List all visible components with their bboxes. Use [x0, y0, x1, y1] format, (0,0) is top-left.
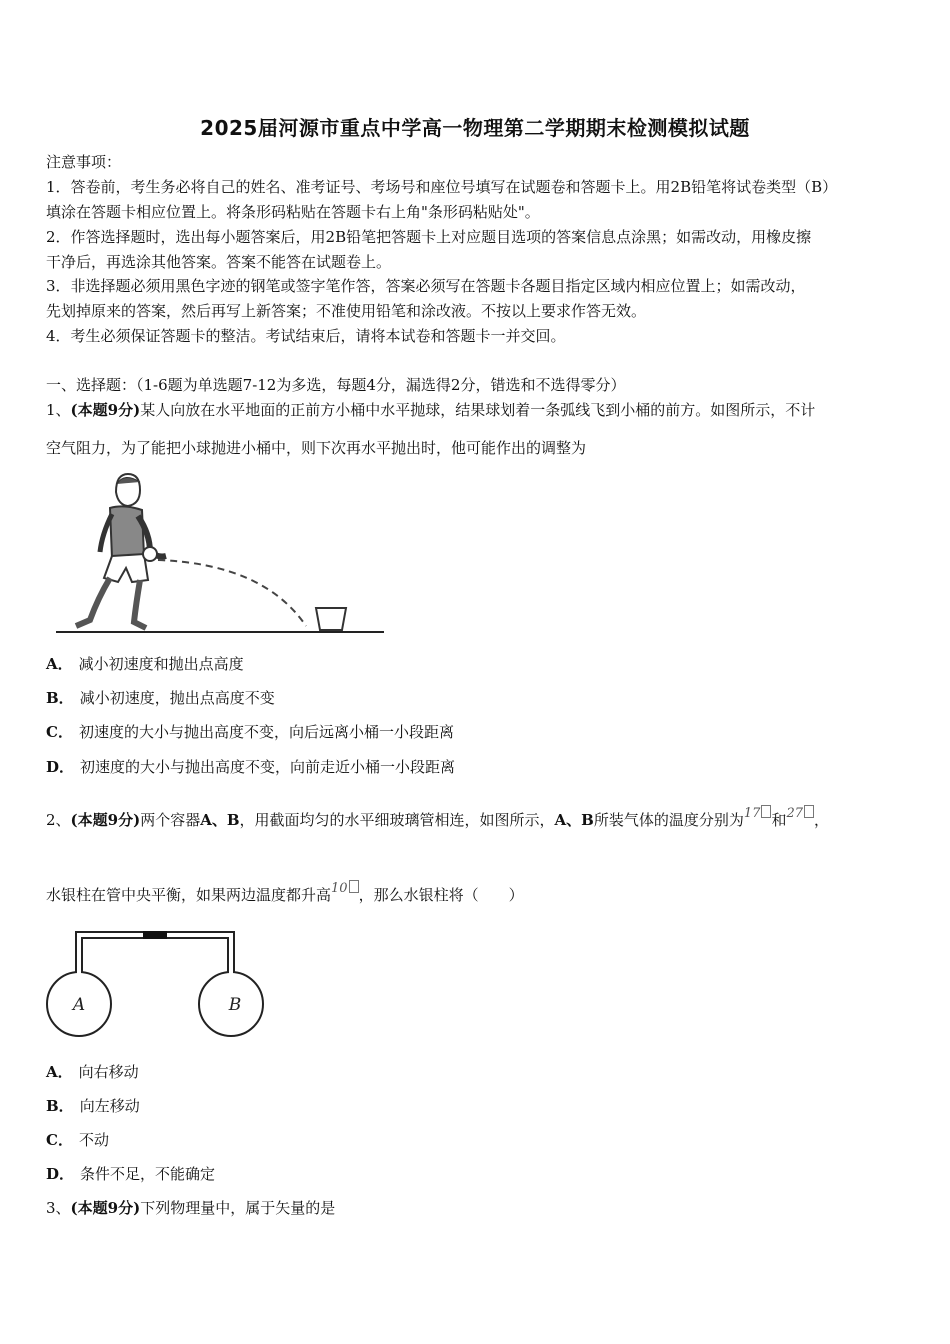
option-d[interactable]	[46, 755, 455, 779]
option-a[interactable]	[46, 1060, 139, 1084]
container-labels: A、B	[554, 811, 594, 829]
temperature-b: 27	[786, 806, 814, 821]
option-text: 不动	[78, 1131, 109, 1149]
question-text: 所装气体的温度分别为	[593, 811, 744, 829]
degree-symbol-icon	[349, 880, 359, 893]
option-letter: B．	[46, 1097, 74, 1115]
option-letter: A．	[46, 655, 73, 673]
temperature-a: 17	[744, 806, 772, 821]
option-text: 初速度的大小与抛出高度不变，向后远离小桶一小段距离	[78, 723, 454, 741]
notes-heading: 注意事项：	[46, 153, 122, 171]
question-3-line1	[46, 1196, 908, 1220]
question-text: 两个容器	[140, 811, 201, 829]
containers-diagram	[44, 926, 266, 1042]
option-b[interactable]	[46, 1094, 140, 1118]
option-d[interactable]	[46, 1162, 215, 1186]
page-title: 2025届河源市重点中学高一物理第二学期期末检测模拟试题	[200, 116, 750, 140]
container-labels: A、B	[200, 811, 240, 829]
question-text: 某人向放在水平地面的正前方小桶中水平抛球，结果球划着一条弧线飞到小桶的前方。如图所示，不计	[140, 401, 816, 419]
option-letter: C．	[46, 1131, 73, 1149]
option-b[interactable]	[46, 686, 275, 710]
question-1-line1	[46, 398, 908, 422]
notes-line: 3．非选择题必须用黑色字迹的钢笔或签字笔作答，答案必须写在答题卡各题目指定区域内相应位置上；如需改动，	[46, 277, 806, 295]
option-text: 减小初速度和抛出点高度	[78, 655, 244, 673]
option-letter: C．	[46, 723, 73, 741]
option-c[interactable]	[46, 720, 454, 744]
option-letter: D．	[46, 1165, 75, 1183]
option-text: 向右移动	[78, 1063, 139, 1081]
option-text: 条件不足，不能确定	[80, 1165, 216, 1183]
question-text: 水银柱在管中央平衡，如果两边温度都升高	[46, 886, 332, 904]
question-tag: (本题9分)	[70, 401, 141, 419]
degree-symbol-icon	[804, 805, 814, 818]
notes-line: 4．考生必须保证答题卡的整洁。考试结束后，请将本试卷和答题卡一并交回。	[46, 327, 566, 345]
notes-line: 2．作答选择题时，选出每小题答案后，用2B铅笔把答题卡上对应题目选项的答案信息点涂黑；如需改动，用橡皮擦	[46, 228, 812, 246]
question-number: 1、	[46, 401, 71, 419]
degree-symbol-icon	[761, 805, 771, 818]
container-a-label: A	[72, 995, 86, 1015]
question-number: 3、	[46, 1199, 71, 1217]
question-tag: (本题9分)	[70, 811, 141, 829]
question-number: 2、	[46, 811, 71, 829]
option-letter: A．	[46, 1063, 73, 1081]
notes-line: 1．答卷前，考生务必将自己的姓名、准考证号、考场号和座位号填写在试题卷和答题卡上。用2B铅笔将试卷类型（B）	[46, 178, 838, 196]
question-2-line2	[46, 877, 908, 907]
option-text: 减小初速度，抛出点高度不变	[79, 689, 275, 707]
notes-line: 先划掉原来的答案，然后再写上新答案；不准使用铅笔和涂改液。不按以上要求作答无效。	[46, 302, 647, 320]
option-letter: B．	[46, 689, 74, 707]
option-letter: D．	[46, 758, 75, 776]
option-c[interactable]	[46, 1128, 109, 1152]
notes-line: 填涂在答题卡相应位置上。将条形码粘贴在答题卡右上角"条形码粘贴处"。	[46, 203, 540, 221]
thrower-figure	[54, 468, 386, 638]
option-text: 向左移动	[79, 1097, 140, 1115]
question-1-line2: 空气阻力，为了能把小球抛进小桶中，则下次再水平抛出时，他可能作出的调整为	[46, 439, 587, 457]
option-a[interactable]	[46, 652, 244, 676]
temperature-rise: 10	[331, 881, 359, 896]
question-text: 和	[771, 811, 787, 829]
section-heading: 一、选择题：（1-6题为单选题7-12为多选，每题4分，漏选得2分，错选和不选得零分）	[46, 376, 626, 394]
question-text: ，用截面均匀的水平细玻璃管相连，如图所示，	[239, 811, 555, 829]
container-b-label: B	[228, 995, 242, 1015]
question-text: ，	[814, 811, 830, 829]
option-text: 初速度的大小与抛出高度不变，向前走近小桶一小段距离	[80, 758, 456, 776]
question-text: 下列物理量中，属于矢量的是	[140, 1199, 336, 1217]
notes-line: 干净后，再选涂其他答案。答案不能答在试题卷上。	[46, 253, 392, 271]
question-text: ，那么水银柱将（ ）	[358, 886, 524, 904]
question-tag: (本题9分)	[70, 1199, 141, 1217]
question-2-line1	[46, 802, 908, 832]
